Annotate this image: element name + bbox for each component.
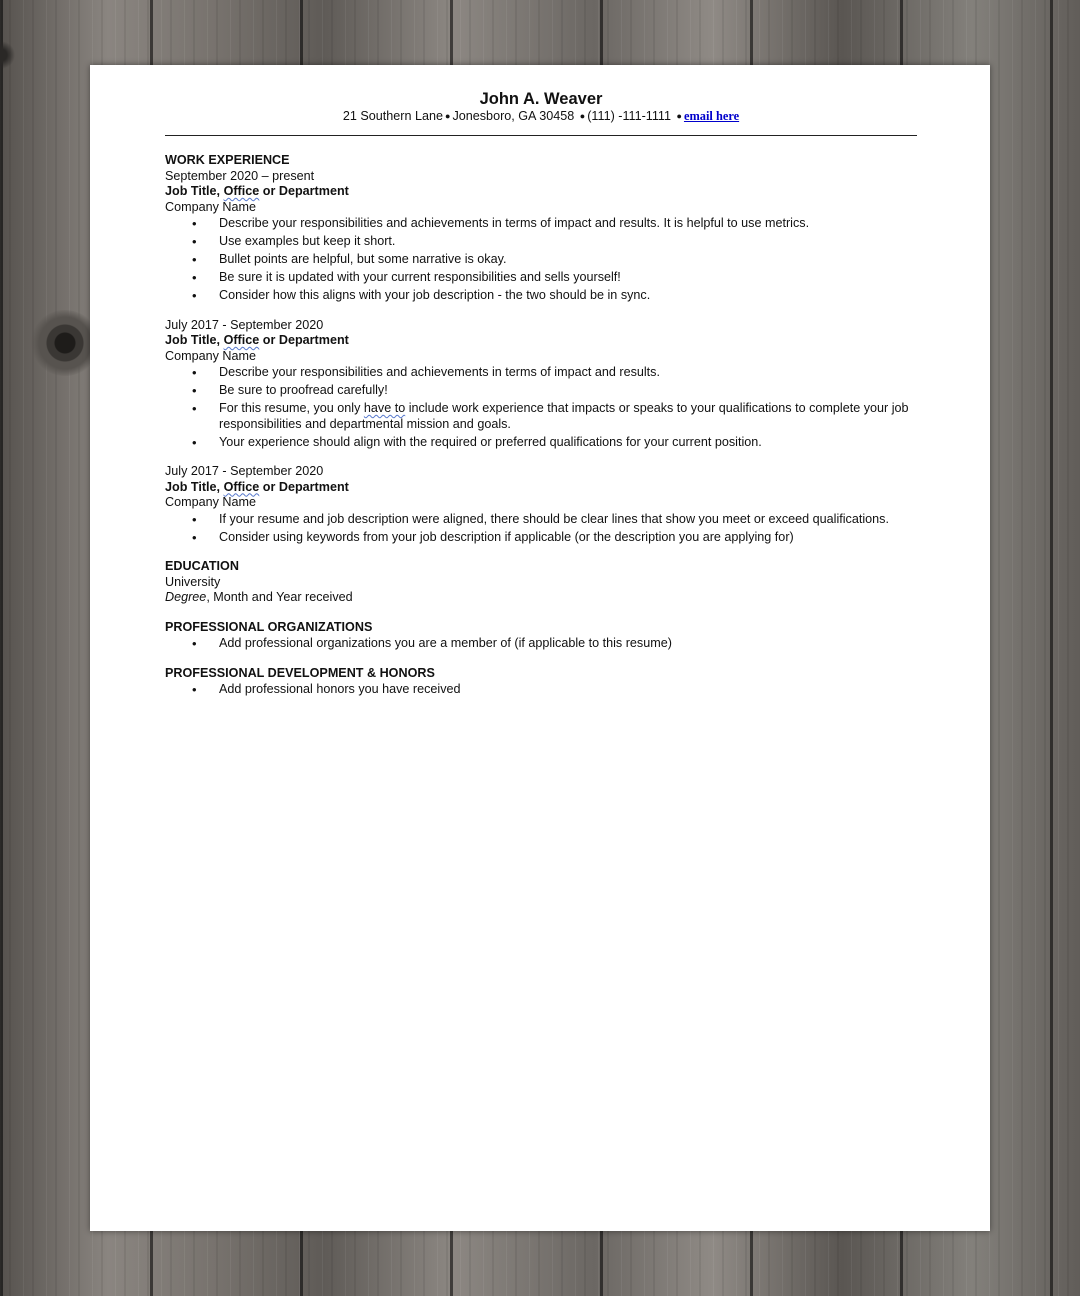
job-entry: [165, 318, 917, 451]
separator-dot: ●: [445, 111, 451, 121]
list-item: • Your experience should align with the required or preferred qualifications for your current position.: [219, 435, 917, 451]
resume-document: [165, 89, 917, 700]
separator-dot: ●: [579, 111, 586, 121]
job-entry: [165, 464, 917, 545]
list-item: • Add professional organizations you are a member of (if applicable to this resume): [219, 636, 917, 652]
job-entry: [165, 169, 917, 304]
section-title-organizations: PROFESSIONAL ORGANIZATIONS: [165, 619, 373, 634]
development-bullets: [165, 682, 917, 698]
spellcheck-word: Office: [223, 333, 260, 347]
section-title-work-experience: WORK EXPERIENCE: [165, 153, 290, 167]
resume-page: [90, 65, 990, 1231]
list-item: • Bullet points are helpful, but some narrative is okay.: [219, 252, 917, 268]
list-item: • Use examples but keep it short.: [219, 234, 917, 250]
job-dates: September 2020 – present: [165, 168, 315, 183]
job-title: Job Title, Office or Department: [165, 184, 349, 198]
address: 21 Southern Lane: [342, 109, 444, 123]
list-item: • Be sure to proofread carefully!: [219, 383, 917, 399]
company-name: Company Name: [165, 199, 256, 214]
job-bullets: [165, 512, 917, 546]
section-title-education: EDUCATION: [165, 559, 239, 573]
spellcheck-word: Office: [223, 184, 260, 198]
job-dates: July 2017 - September 2020: [165, 317, 324, 332]
work-experience-section: [165, 153, 917, 545]
development-section: [165, 666, 917, 698]
email-link[interactable]: email here: [683, 109, 740, 123]
header-divider: [165, 135, 917, 136]
resume-header: [165, 89, 917, 124]
city-state-zip: Jonesboro, GA 30458: [452, 109, 575, 123]
applicant-name: John A. Weaver: [479, 90, 603, 108]
spellcheck-word: Office: [223, 479, 260, 494]
phone-number: (111) -111-1111: [587, 109, 672, 123]
list-item: • Describe your responsibilities and achievements in terms of impact and results. It is helpful to use metrics.: [219, 216, 917, 232]
list-item: • For this resume, you only have to include work experience that impacts or speaks to your qualifications to complete your job responsibilities and departmental mission and goals.: [219, 401, 917, 432]
organizations-bullets: [165, 636, 917, 652]
separator-dot: ●: [676, 111, 682, 121]
degree-line: [165, 590, 917, 606]
list-item: • Consider using keywords from your job description if applicable (or the description you are applying for): [219, 530, 917, 546]
contact-line: [165, 109, 917, 124]
degree-date: , Month and Year received: [206, 590, 353, 604]
list-item: • Add professional honors you have received: [219, 682, 917, 698]
job-bullets: [165, 216, 917, 304]
company-name: Company Name: [165, 348, 256, 363]
school-name: University: [165, 574, 221, 589]
section-title-development-honors: PROFESSIONAL DEVELOPMENT & HONORS: [165, 665, 435, 680]
company-name: Company Name: [165, 495, 256, 509]
spellcheck-phrase: have to: [363, 401, 406, 415]
degree: Degree: [165, 590, 207, 604]
list-item: • Describe your responsibilities and achievements in terms of impact and results.: [219, 365, 917, 381]
organizations-section: [165, 620, 917, 652]
list-item: • If your resume and job description were aligned, there should be clear lines that show you meet or exceed qualifications.: [219, 512, 917, 528]
list-item: • Be sure it is updated with your current responsibilities and sells yourself!: [219, 270, 917, 286]
job-dates: July 2017 - September 2020: [165, 464, 324, 478]
job-title: Job Title, Office or Department: [165, 333, 349, 347]
job-bullets: [165, 365, 917, 450]
job-title: Job Title, Office or Department: [165, 479, 349, 494]
list-item: • Consider how this aligns with your job description - the two should be in sync.: [219, 288, 917, 304]
education-section: [165, 559, 917, 606]
wood-knot-small: [0, 40, 16, 70]
